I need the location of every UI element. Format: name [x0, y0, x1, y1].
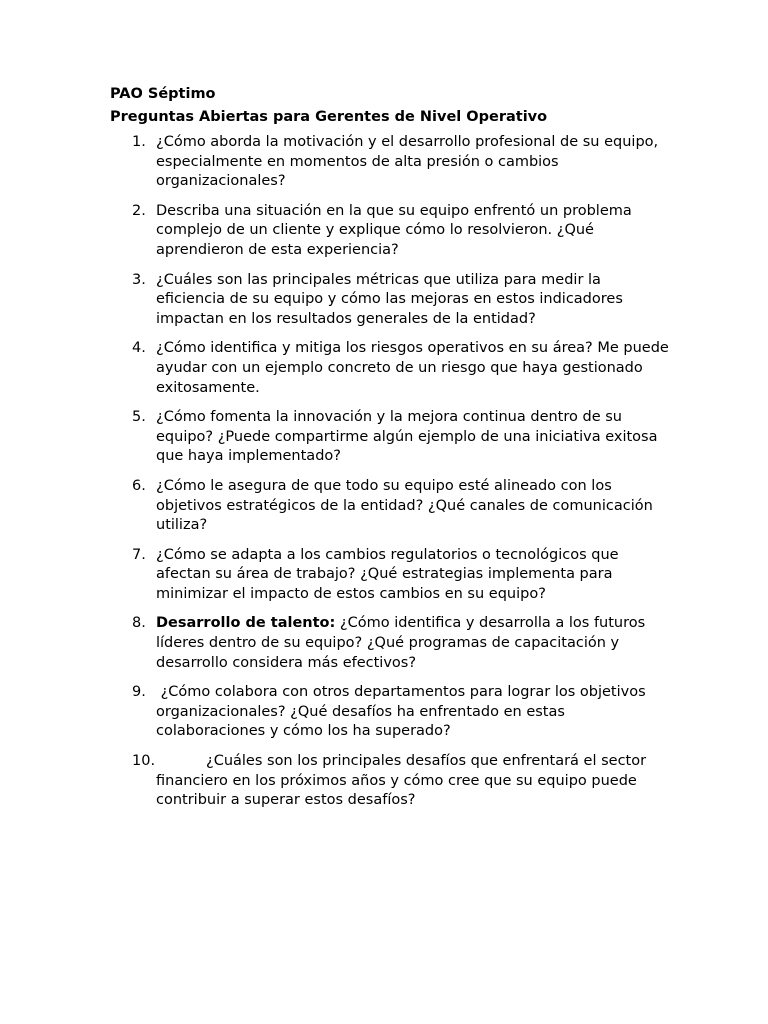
- question-item-9: [110, 683, 670, 742]
- question-number: 2.: [132, 202, 146, 219]
- question-number: 8.: [132, 615, 146, 632]
- question-text: ¿Cómo colabora con otros departamentos para lograr los objetivos organizacionales? ¿Qué desafíos ha enfrentado en estas colaboraciones y cómo los ha superado?: [156, 684, 651, 740]
- question-item-4: [110, 339, 670, 398]
- question-text: ¿Cómo le asegura de que todo su equipo esté alineado con los objetivos estratégicos de la entidad? ¿Qué canales de comunicación utiliza?: [156, 477, 653, 534]
- question-item-2: [110, 202, 670, 261]
- question-text: ¿Cómo aborda la motivación y el desarrollo profesional de su equipo, especialmente en momentos de alta presión o cambios organizacionales?: [156, 134, 659, 190]
- question-number: 7.: [132, 546, 146, 563]
- question-item-5: [110, 408, 670, 467]
- question-item-3: [110, 271, 670, 330]
- question-number: 6.: [132, 477, 146, 494]
- document-subtitle: Preguntas Abiertas para Gerentes de Nivel Operativo: [110, 109, 548, 125]
- question-number: 4.: [132, 340, 146, 357]
- question-number: 5.: [132, 409, 146, 426]
- question-list: [110, 133, 670, 811]
- question-item-1: [110, 133, 670, 192]
- question-number: 9.: [132, 684, 146, 701]
- question-body: ¿Cómo identifica y desarrolla a los futuros líderes dentro de su equipo? ¿Qué programas de capacitación y desarrollo considera más efectivos?: [156, 615, 646, 671]
- question-item-6: [110, 477, 670, 536]
- question-text: [156, 615, 645, 670]
- question-text: Describa una situación en la que su equipo enfrentó un problema complejo de un cliente y explique cómo lo resolvieron. ¿Qué aprendieron de esta experiencia?: [156, 202, 632, 258]
- question-text: ¿Cómo identifica y mitiga los riesgos operativos en su área? Me puede ayudar con un ejemplo concreto de un riesgo que haya gestionado exitosamente.: [156, 340, 669, 396]
- question-lead: Desarrollo de talento:: [156, 615, 336, 632]
- question-number: 1.: [132, 134, 146, 150]
- question-text: ¿Cómo se adapta a los cambios regulatorios o tecnológicos que afectan su área de trabajo? ¿Qué estrategias implementa para minimizar el impacto de estos cambios en su equipo?: [156, 546, 619, 602]
- question-number: 10.: [132, 753, 156, 770]
- question-text: ¿Cuáles son las principales métricas que utiliza para medir la eficiencia de su equipo y cómo las mejoras en estos indicadores impactan en los resultados generales de la entidad?: [156, 271, 623, 327]
- question-item-7: [110, 546, 670, 605]
- question-item-10: [110, 752, 670, 811]
- document-title: PAO Séptimo: [110, 86, 216, 102]
- question-text: ¿Cuáles son los principales desafíos que enfrentará el sector financiero en los próximos años y cómo cree que su equipo puede contribuir a superar estos desafíos?: [156, 753, 647, 809]
- question-item-8: [110, 614, 670, 673]
- document-body: [110, 84, 670, 821]
- question-text: ¿Cómo fomenta la innovación y la mejora continua dentro de su equipo? ¿Puede compartirme algún ejemplo de una iniciativa exitosa que haya implementado?: [156, 409, 658, 465]
- question-number: 3.: [132, 271, 146, 288]
